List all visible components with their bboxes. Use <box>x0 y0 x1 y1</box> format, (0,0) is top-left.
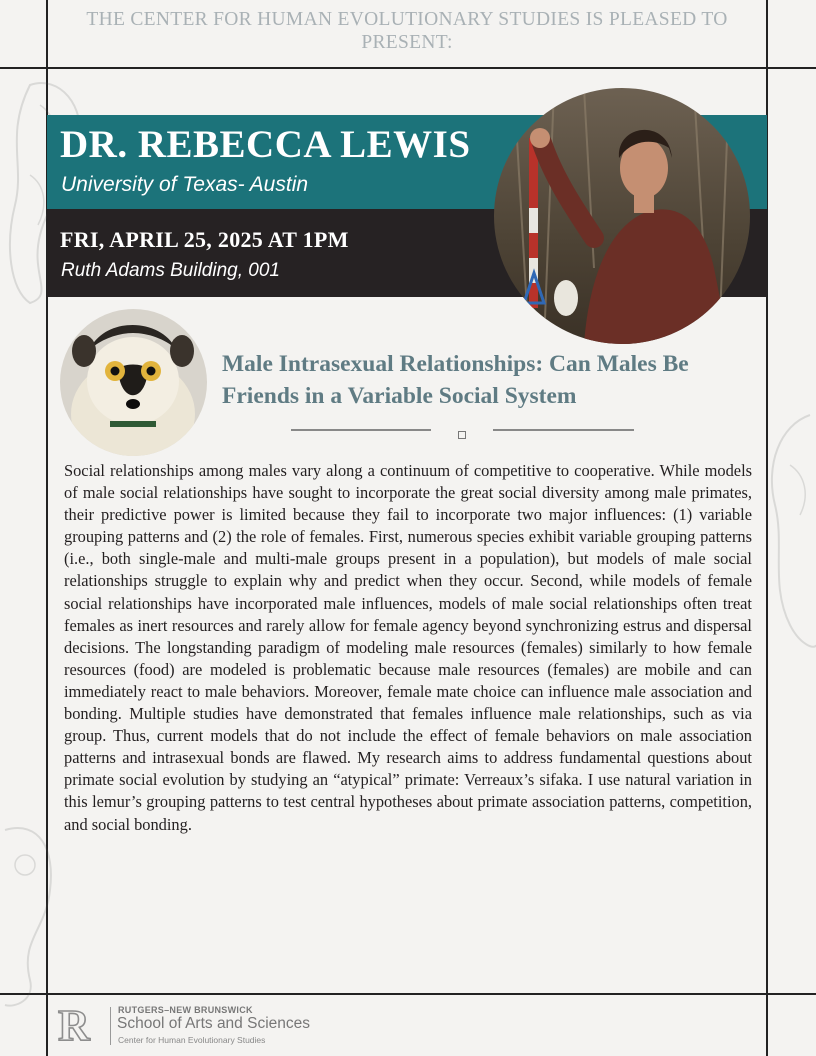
presenter-line: THE CENTER FOR HUMAN EVOLUTIONARY STUDIES IS PLEASED TO PRESENT: <box>86 9 728 53</box>
chimpanzee-illustration <box>0 810 60 1010</box>
frame-top-line <box>0 67 816 69</box>
frame-bottom-line <box>0 993 816 995</box>
logo-center: Center for Human Evolutionary Studies <box>118 1035 266 1045</box>
logo-university: RUTGERS–NEW BRUNSWICK <box>118 1005 253 1015</box>
logo-school: School of Arts and Sciences <box>117 1015 311 1032</box>
ornament-rule-right <box>493 429 634 431</box>
logo-divider <box>110 1007 111 1045</box>
skull-illustration-right <box>760 405 816 655</box>
talk-abstract: Social relationships among males vary along a continuum of competitive to cooperative. While models of male social relationships have sought to incorporate the great social diversity among male primates, their predictive power is limited because they fail to incorporate two major influences: (1) variable grouping patterns and (2) the role of females. First, numerous species exhibit variable grouping patterns (i.e., both single-male and multi-male groups present in a population), but models of male social relationships struggle to explain why and predict when they occur. Second, while models of female social relationships have incorporated male influences, models of male social relationships often treat females as inert resources and rarely allow for female agency beyond synchronizing estrus and dispersal decisions. The longstanding paradigm of modeling male resources (females) similarly to how female resources (food) are modeled is problematic because male resources (females) are mobile and can immediately react to male behaviors. Moreover, female mate choice can influence male association and bonding. Multiple studies have demonstrated that females influence male relationships, such as via group. Thus, current models that do not include the effect of female behaviors on male association patterns and intrasexual bonds are flawed. My research aims to address fundamental questions about primate social evolution by studying an “atypical” primate: Verreaux’s sifaka. I use natural variation in this lemur’s grouping patterns to test central hypotheses about primate association patterns, competition, and social bonding. <box>64 461 752 834</box>
event-venue: Ruth Adams Building, 001 <box>61 260 280 281</box>
speaker-affiliation: University of Texas- Austin <box>61 173 309 196</box>
speaker-name: DR. REBECCA LEWIS <box>60 123 471 166</box>
rutgers-r-mark: R <box>58 1001 90 1050</box>
speaker-photo <box>494 88 750 344</box>
sifaka-photo <box>60 309 207 456</box>
talk-title: Male Intrasexual Relationships: Can Males Be Friends in a Variable Social System <box>222 351 689 409</box>
ornament-diamond <box>458 431 466 439</box>
event-date-time: FRI, APRIL 25, 2025 AT 1PM <box>60 227 349 252</box>
ornament-rule-left <box>291 429 431 431</box>
